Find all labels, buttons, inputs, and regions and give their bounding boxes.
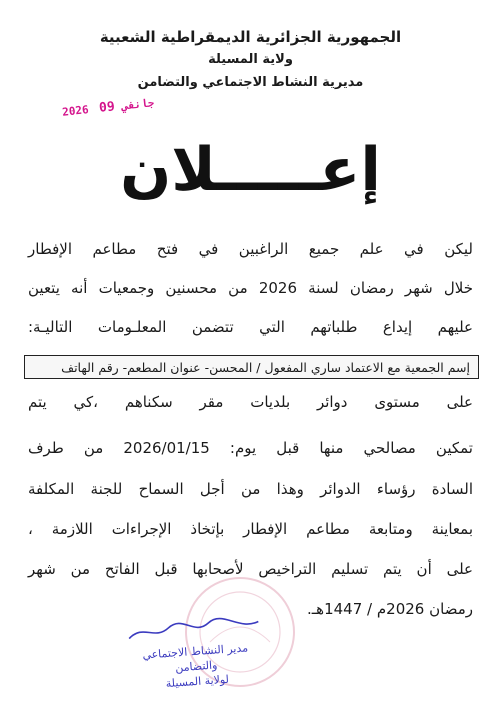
stamp-day: 09 — [98, 99, 116, 116]
header-directorate: مديرية النشاط الاجتماعي والتضامن — [137, 75, 364, 90]
signature-title: مدير النشاط الاجتماعي والتضامن — [142, 641, 249, 675]
body-line-2: خلال شهر رمضان لسنة 2026 من محسنين وجمعيات أنه يتعين — [28, 279, 473, 297]
body-line-8: بمعاينة ومتابعة مطاعم الإفطار بإتخاذ الإجراءات اللازمة ، — [28, 520, 473, 538]
signature-block — [118, 613, 272, 691]
body-line-9: على أن يتم تسليم التراخيص لأصحابها قبل الفاتح من شهر — [28, 560, 473, 578]
body-line-5: على مستوى دوائر بلديات مقر سكناهم ،كي يتم — [28, 393, 473, 411]
header-wilaya: ولاية المسيلة — [208, 52, 293, 67]
body-line-7: السادة رؤساء الدوائر وهذا من أجل السماح للجنة المكلفة — [28, 480, 473, 498]
date-stamp — [61, 95, 155, 120]
stamp-year: 2026 — [61, 103, 90, 119]
stamp-month: جانفي — [120, 96, 155, 113]
body-line-10: رمضان 2026م / 1447هـ. — [307, 600, 473, 618]
body-line-1: ليكن في علم جميع الراغبين في فتح مطاعم الإفطار — [28, 240, 473, 258]
signature-wilaya: لولاية المسيلة — [165, 672, 230, 691]
required-info-box: إسم الجمعية مع الاعتماد ساري المفعول / المحسن- عنوان المطعم- رقم الهاتف — [24, 355, 479, 379]
page-title: إعـــــلان — [120, 135, 381, 205]
header-republic: الجمهورية الجزائرية الديمقراطية الشعبية — [99, 28, 402, 46]
body-line-3: عليهم إيداع طلباتهم التي تتضمن المعلـومات التاليـة: — [28, 318, 473, 336]
body-line-6: تمكين مصالحي منها قبل يوم: 2026/01/15 من طرف — [28, 439, 473, 457]
